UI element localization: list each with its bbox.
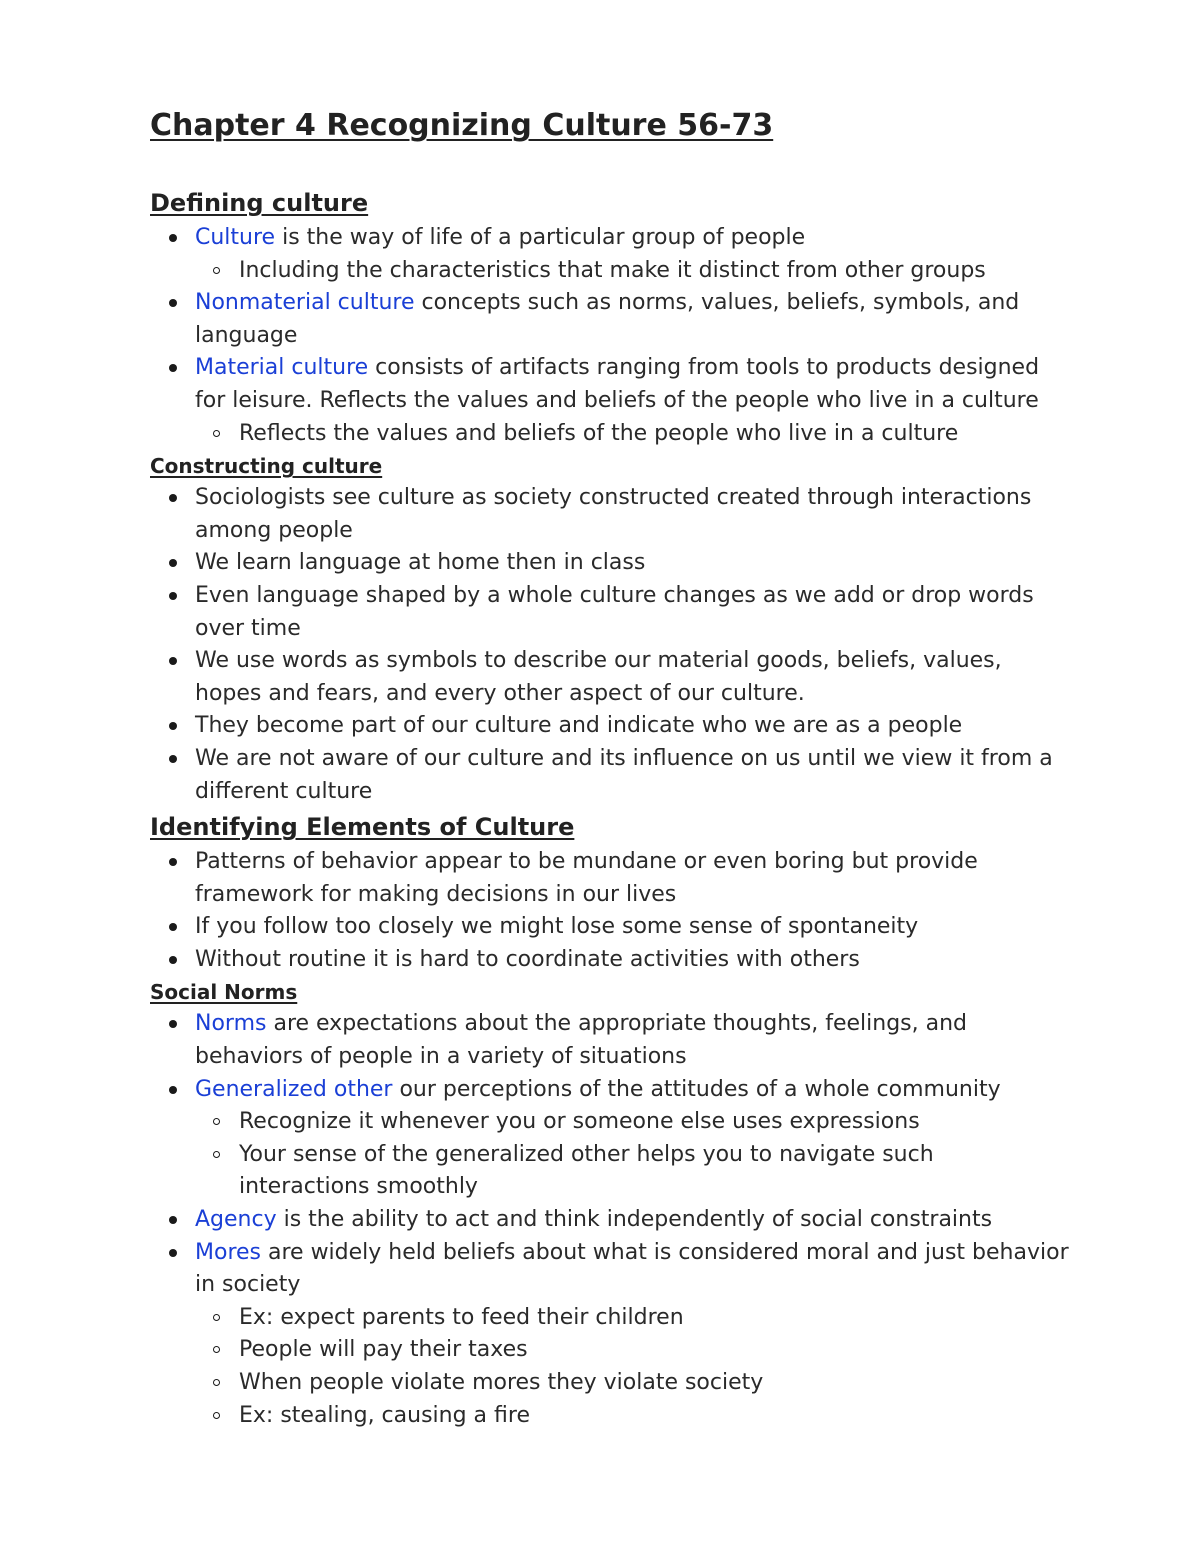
sub-list-item: Reflects the values and beliefs of the people who live in a culture <box>195 418 1070 451</box>
list-item <box>150 1008 1070 1073</box>
sub-list-item: Including the characteristics that make it distinct from other groups <box>195 255 1070 288</box>
section-heading: Identifying Elements of Culture <box>150 813 575 842</box>
list-item <box>150 222 1070 287</box>
sub-bullet-list <box>195 418 1070 451</box>
bullet-list <box>150 1008 1070 1432</box>
term: Nonmaterial culture <box>195 290 415 316</box>
bullet-list <box>150 222 1070 450</box>
definition: are expectations about the appropriate thoughts, feelings, and behaviors of people in a variety of situations <box>195 1011 967 1070</box>
sub-list-item: People will pay their taxes <box>195 1334 1070 1367</box>
section-social-norms <box>150 976 1070 1432</box>
section-heading: Defining culture <box>150 189 369 217</box>
list-item: If you follow too closely we might lose some sense of spontaneity <box>150 911 1070 944</box>
section-defining-culture <box>150 184 1070 450</box>
sub-bullet-list <box>195 255 1070 288</box>
section-heading: Social Norms <box>150 980 298 1005</box>
sub-list-item: When people violate mores they violate society <box>195 1367 1070 1400</box>
section-constructing-culture <box>150 450 1070 808</box>
definition: are widely held beliefs about what is considered moral and just behavior in society <box>195 1239 1069 1298</box>
term: Norms <box>195 1011 267 1037</box>
sub-list-item: Recognize it whenever you or someone else uses expressions <box>195 1106 1070 1139</box>
list-item <box>150 287 1070 352</box>
list-item: Without routine it is hard to coordinate activities with others <box>150 944 1070 977</box>
sub-list-item: Ex: stealing, causing a fire <box>195 1400 1070 1433</box>
list-item: We are not aware of our culture and its influence on us until we view it from a different culture <box>150 743 1070 808</box>
term: Mores <box>195 1239 261 1265</box>
sub-list-item: Ex: expect parents to feed their children <box>195 1302 1070 1335</box>
bullet-list <box>150 482 1070 808</box>
list-item: They become part of our culture and indicate who we are as a people <box>150 710 1070 743</box>
document-page <box>150 104 1070 1432</box>
sub-bullet-list <box>195 1106 1070 1204</box>
definition: our perceptions of the attitudes of a whole community <box>392 1076 1001 1102</box>
definition: concepts such as norms, values, beliefs, symbols, and language <box>195 290 1020 348</box>
list-item: We learn language at home then in class <box>150 547 1070 580</box>
list-item: Even language shaped by a whole culture changes as we add or drop words over time <box>150 580 1070 645</box>
section-identifying-elements <box>150 808 1070 976</box>
definition: consists of artifacts ranging from tools to products designed for leisure. Reflects the values and beliefs of the people who live in a culture <box>195 355 1040 413</box>
definition: is the way of life of a particular group of people <box>275 225 806 250</box>
list-item <box>150 1237 1070 1433</box>
term: Material culture <box>195 355 369 381</box>
sub-list-item: Your sense of the generalized other helps you to navigate such interactions smoothly <box>195 1139 1070 1204</box>
term: Culture <box>195 225 276 250</box>
bullet-list <box>150 846 1070 976</box>
section-heading: Constructing culture <box>150 454 383 479</box>
list-item: We use words as symbols to describe our material goods, beliefs, values, hopes and fears, and every other aspect of our culture. <box>150 645 1070 710</box>
list-item <box>150 1074 1070 1204</box>
term: Agency <box>195 1207 277 1233</box>
list-item <box>150 1204 1070 1237</box>
list-item: Patterns of behavior appear to be mundane or even boring but provide framework for making decisions in our lives <box>150 846 1070 911</box>
term: Generalized other <box>195 1076 393 1102</box>
list-item: Sociologists see culture as society constructed created through interactions among people <box>150 482 1070 547</box>
page-title: Chapter 4 Recognizing Culture 56-73 <box>150 108 774 143</box>
definition: is the ability to act and think independently of social constraints <box>276 1207 993 1233</box>
list-item <box>150 352 1070 450</box>
sub-bullet-list <box>195 1302 1070 1432</box>
